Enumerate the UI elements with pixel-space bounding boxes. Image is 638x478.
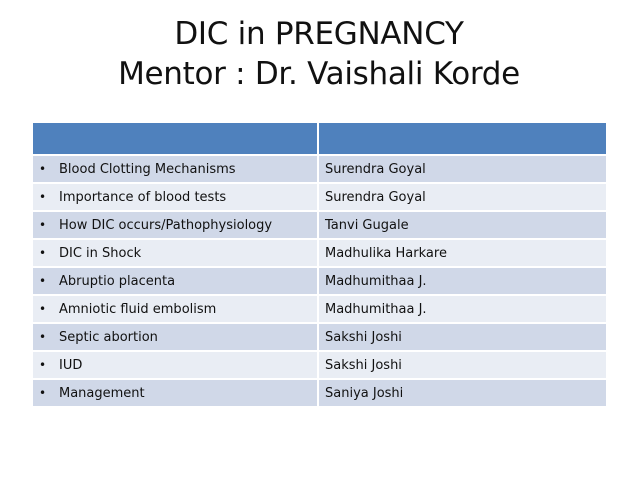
presenter-cell (318, 379, 607, 407)
presenter-text: Madhumithaa J. (325, 273, 427, 289)
topic-text: How DIC occurs/Pathophysiology (59, 217, 273, 233)
bullet-icon: • (39, 273, 47, 288)
presenter-cell (318, 211, 607, 239)
bullet-icon: • (39, 329, 47, 344)
title-line-1: DIC in PREGNANCY (174, 16, 464, 52)
presenter-text: Madhulika Harkare (325, 245, 447, 261)
table-row (32, 211, 607, 239)
bullet-icon: • (39, 357, 47, 372)
topic-text: Amniotic fluid embolism (59, 301, 217, 317)
topic-text: Management (59, 385, 145, 401)
table-row (32, 323, 607, 351)
header-cell-topic (32, 122, 318, 155)
bullet-icon: • (39, 385, 47, 400)
bullet-icon: • (39, 189, 47, 204)
presenter-text: Tanvi Gugale (325, 217, 409, 233)
topic-cell (32, 267, 318, 295)
presenter-cell (318, 351, 607, 379)
topic-cell (32, 351, 318, 379)
table-row (32, 183, 607, 211)
topic-cell (32, 295, 318, 323)
presenter-text: Madhumithaa J. (325, 301, 427, 317)
table-row (32, 267, 607, 295)
topic-text: IUD (59, 357, 83, 373)
bullet-icon: • (39, 301, 47, 316)
topic-cell (32, 379, 318, 407)
topic-text: DIC in Shock (59, 245, 142, 261)
presenter-text: Surendra Goyal (325, 161, 426, 177)
topic-cell (32, 155, 318, 183)
topic-text: Importance of blood tests (59, 189, 227, 205)
table-row (32, 155, 607, 183)
slide-title (0, 14, 638, 94)
presenter-text: Saniya Joshi (325, 385, 404, 401)
topic-cell (32, 323, 318, 351)
bullet-icon: • (39, 245, 47, 260)
topics-table (31, 121, 608, 408)
topic-text: Blood Clotting Mechanisms (59, 161, 236, 177)
presenter-text: Surendra Goyal (325, 189, 426, 205)
topic-text: Septic abortion (59, 329, 158, 345)
header-cell-presenter (318, 122, 607, 155)
table-row (32, 379, 607, 407)
bullet-icon: • (39, 161, 47, 176)
presenter-cell (318, 323, 607, 351)
bullet-icon: • (39, 217, 47, 232)
presenter-text: Sakshi Joshi (325, 329, 402, 345)
presenter-cell (318, 183, 607, 211)
table-row (32, 295, 607, 323)
presenter-cell (318, 295, 607, 323)
table-row (32, 351, 607, 379)
topic-cell (32, 183, 318, 211)
presenter-text: Sakshi Joshi (325, 357, 402, 373)
table-header-row (32, 122, 607, 155)
table-row (32, 239, 607, 267)
topic-cell (32, 211, 318, 239)
presenter-cell (318, 267, 607, 295)
presenter-cell (318, 155, 607, 183)
presenter-cell (318, 239, 607, 267)
topic-text: Abruptio placenta (59, 273, 176, 289)
topic-cell (32, 239, 318, 267)
title-line-2: Mentor : Dr. Vaishali Korde (118, 56, 520, 92)
